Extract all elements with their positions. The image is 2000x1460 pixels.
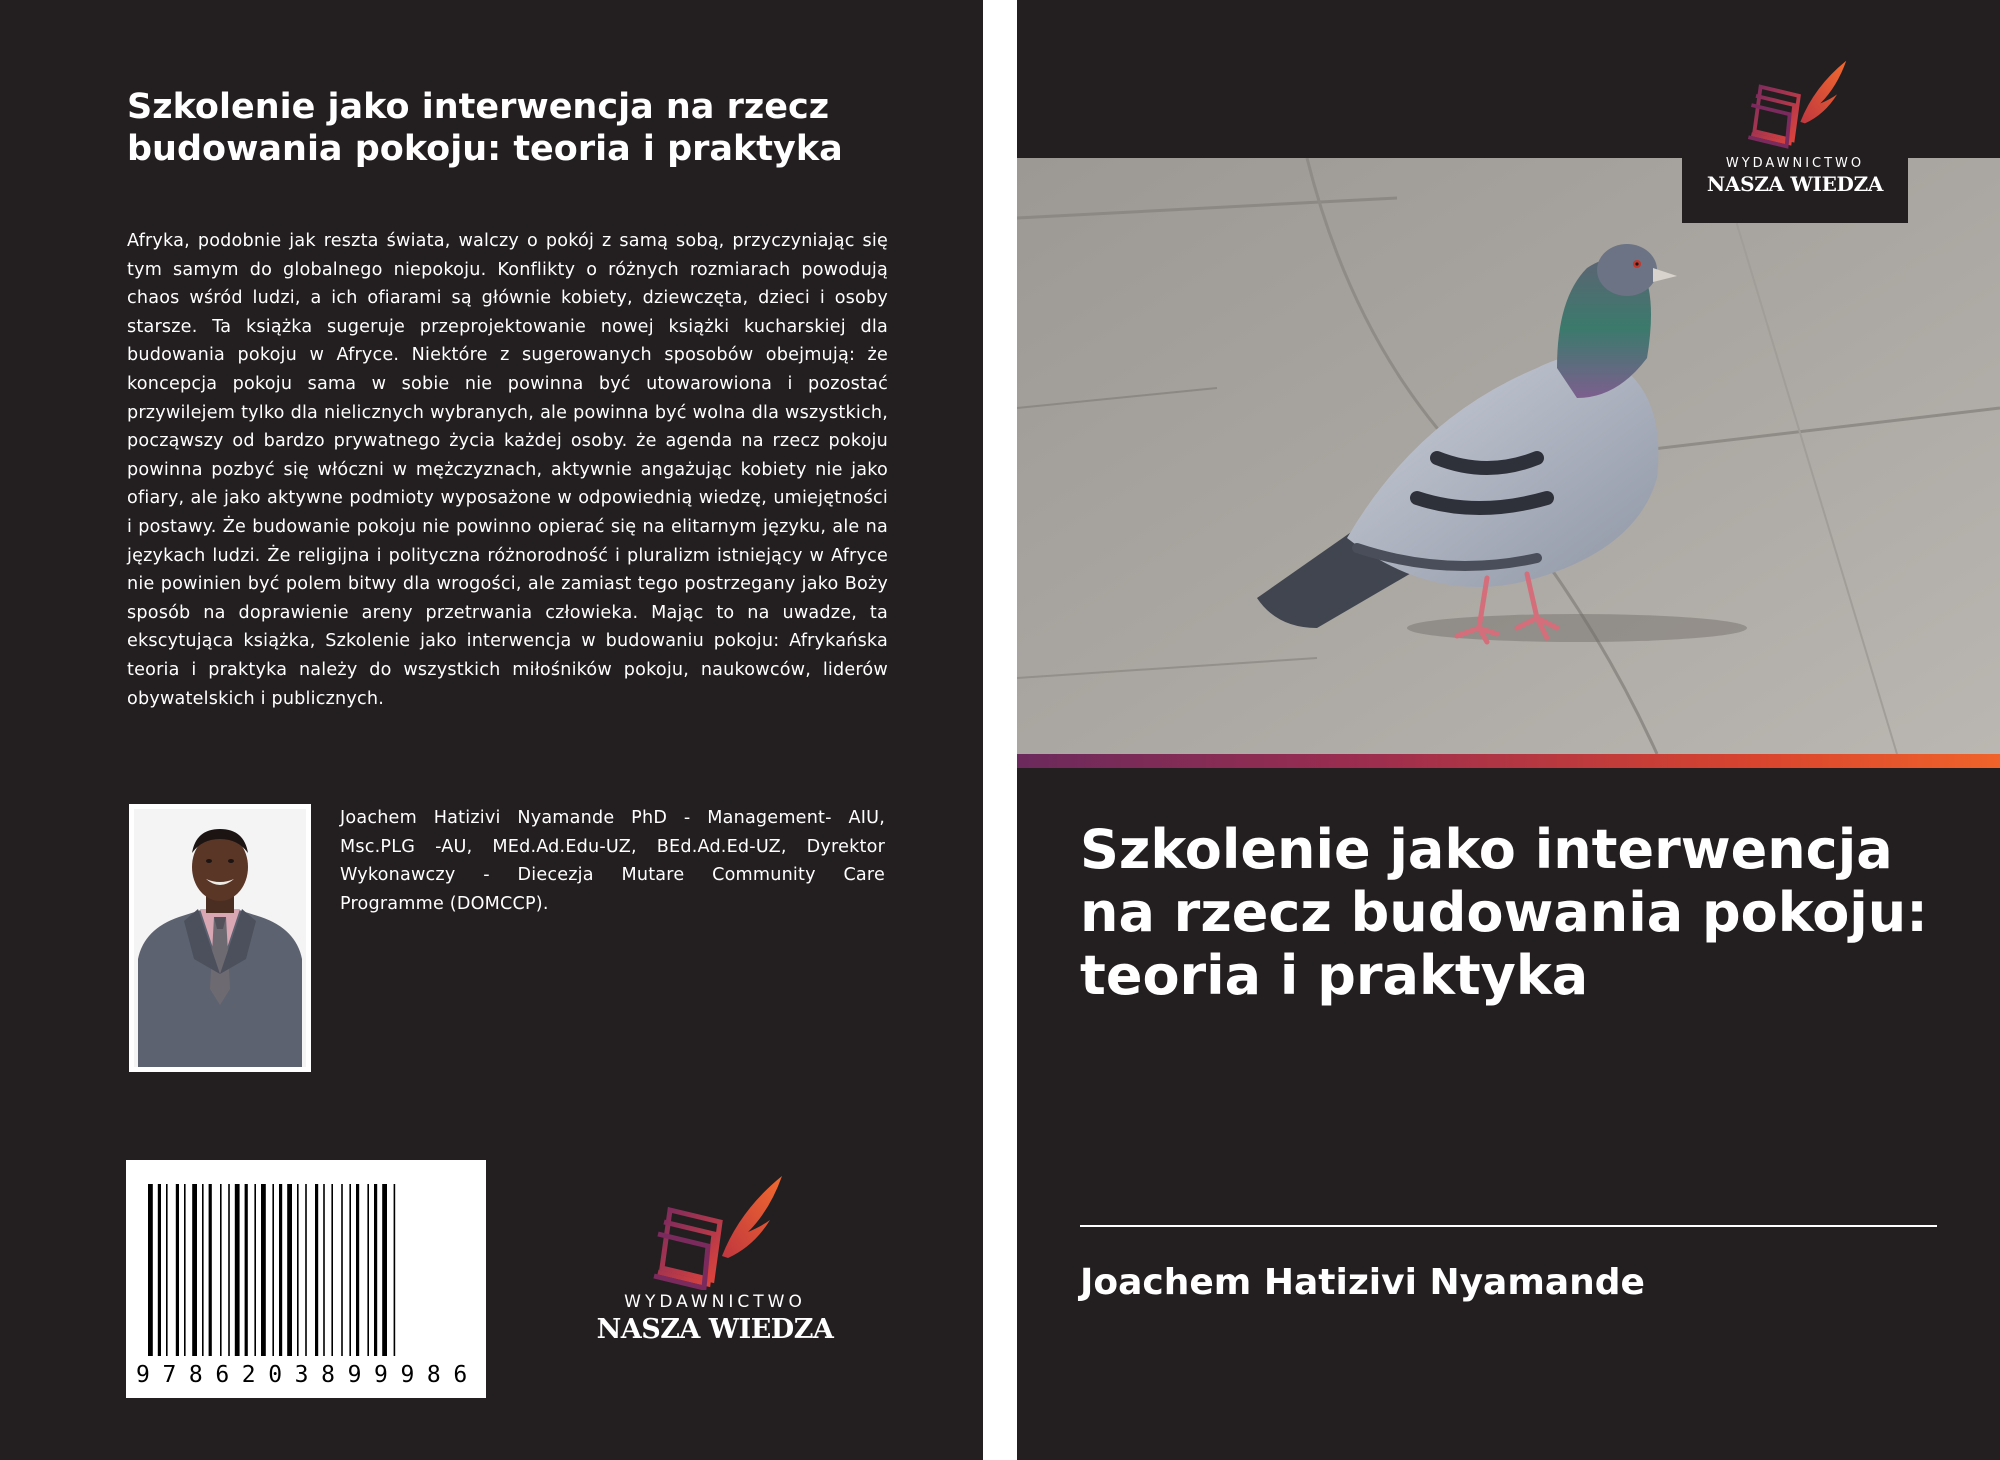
- barcode-bar: [202, 1184, 204, 1356]
- barcode-bar: [323, 1184, 325, 1356]
- barcode-bar: [331, 1184, 333, 1356]
- barcode-bar: [297, 1184, 299, 1356]
- barcode-bar: [261, 1184, 266, 1356]
- book-quill-logo-icon: [630, 1170, 800, 1290]
- accent-bar: [1017, 754, 2000, 768]
- author-photo: [129, 804, 311, 1072]
- barcode-bar: [341, 1184, 343, 1356]
- barcode-bar: [184, 1184, 186, 1356]
- barcode-bar: [254, 1184, 256, 1356]
- front-cover-title: Szkolenie jako interwencja na rzecz budowania pokoju: teoria i praktyka: [1080, 818, 1928, 1007]
- isbn-barcode: [126, 1160, 486, 1398]
- back-cover-blurb: Afryka, podobnie jak reszta świata, walczy o pokój z samą sobą, przyczyniając się tym samym do globalnego niepokoju. Konflikty o różnych rozmiarach powodują chaos wśród ludzi, a ich ofiarami są głównie kobiety, dziewczęta, dzieci i osoby starsze. Ta książka sugeruje przeprojektowanie nowej książki kucharskiej dla budowania pokoju w Afryce. Niektóre z sugerowanych sposobów obejmują: że koncepcja pokoju sama w sobie nie powinna być utowarowiona i pozostać przywilejem tylko dla nielicznych wybranych, ale powinna być wolna dla wszystkich, począwszy od bardzo prywatnego życia każdej osoby. że agenda na rzecz pokoju powinna pozbyć się włóczni w mężczyznach, aktywnie angażując kobiety nie jako ofiary, ale jako aktywne podmioty wyposażone w odpowiednią wiedzę, umiejętności i postawy. Że budowanie pokoju nie powinno opierać się na elitarnym języku, ale na językach ludzi. Że religijna i polityczna różnorodność i pluralizm istniejący w Afryce nie powinien być polem bitwy dla wrogości, ale zamiast tego postrzegany jako Boży sposób na doprawienie areny przetrwania człowieka. Mając to na uwadze, ta ekscytująca książka, Szkolenie jako interwencja w budowaniu pokoju: Afrykańska teoria i praktyka należy do wszystkich miłośników pokoju, naukowców, liderów obywatelskich i publicznych.: [127, 231, 888, 709]
- barcode-bar: [166, 1184, 168, 1356]
- barcode-bar: [176, 1184, 179, 1356]
- isbn-digits: 9786203899986: [136, 1362, 480, 1388]
- barcode-bar: [394, 1184, 396, 1356]
- pigeon-photo: [1017, 158, 2000, 754]
- barcode-bar: [287, 1184, 292, 1356]
- back-cover: [0, 0, 983, 1460]
- barcode-bar: [228, 1184, 230, 1356]
- front-divider: [1080, 1225, 1937, 1227]
- barcode-bar: [382, 1184, 387, 1356]
- front-cover: [1017, 0, 2000, 1460]
- book-quill-logo-icon: [1730, 50, 1860, 154]
- barcode-bar: [374, 1184, 377, 1356]
- barcode-bar: [245, 1184, 248, 1356]
- back-publisher-logo: [590, 1170, 840, 1360]
- publisher-label-main: NASZA WIEDZA: [596, 1314, 834, 1345]
- barcode-bar: [148, 1184, 153, 1356]
- author-portrait-icon: [134, 809, 306, 1067]
- barcode-bar: [279, 1184, 282, 1356]
- front-cover-author: Joachem Hatizivi Nyamande: [1080, 1262, 1645, 1303]
- barcode-bar: [305, 1184, 307, 1356]
- barcode-bar: [272, 1184, 274, 1356]
- barcode-bar: [367, 1184, 369, 1356]
- barcode-bar: [349, 1184, 351, 1356]
- barcode-bar: [235, 1184, 240, 1356]
- author-bio: Joachem Hatizivi Nyamande PhD - Management- AIU, Msc.PLG -AU, MEd.Ad.Edu-UZ, BEd.Ad.Ed-UZ, Dyrektor Wykonawczy - Diecezja Mutare Community Care Programme (DOMCCP).: [340, 808, 885, 914]
- publisher-label-main: NASZA WIEDZA: [1706, 172, 1884, 196]
- publisher-label-top: WYDAWNICTWO: [1725, 156, 1865, 171]
- spine-gap: [983, 0, 1017, 1460]
- pigeon-photo-image: [1017, 158, 2000, 754]
- barcode-bar: [315, 1184, 318, 1356]
- barcode-bar: [220, 1184, 222, 1356]
- barcode-bar: [192, 1184, 197, 1356]
- barcode-bar: [209, 1184, 212, 1356]
- barcode-bar: [158, 1184, 161, 1356]
- barcode-bar: [356, 1184, 359, 1356]
- publisher-label-top: WYDAWNICTWO: [624, 1292, 806, 1312]
- back-cover-title: Szkolenie jako interwencja na rzecz budowania pokoju: teoria i praktyka: [127, 87, 843, 169]
- front-publisher-logo: [1682, 50, 1908, 223]
